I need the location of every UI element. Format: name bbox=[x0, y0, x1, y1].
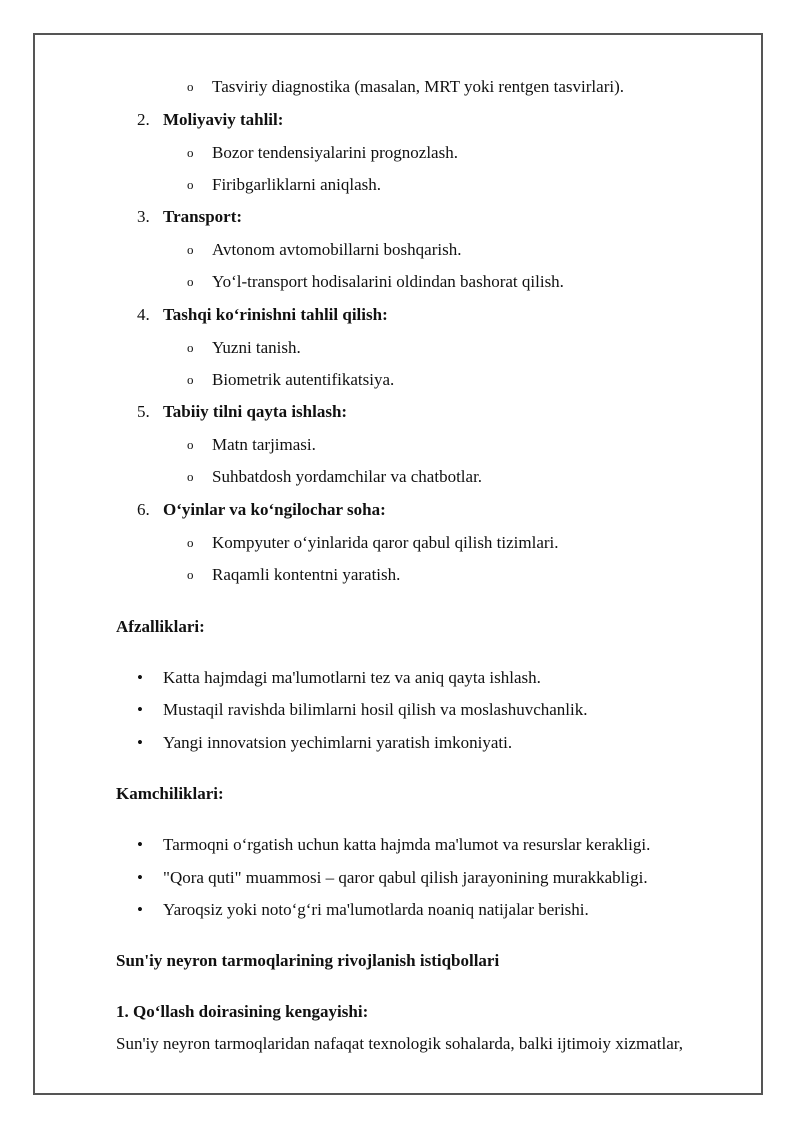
sub-item-text: Firibgarliklarni aniqlash. bbox=[212, 175, 382, 194]
bullet-item: Tarmoqni o‘rgatish uchun katta hajmda ma'lumot va resurslar kerakligi. bbox=[163, 835, 651, 854]
sub-bullet-marker: o bbox=[187, 177, 194, 192]
bullet-marker: • bbox=[137, 868, 143, 887]
sub-bullet-marker: o bbox=[187, 145, 194, 160]
sub-bullet-marker: o bbox=[187, 567, 194, 582]
section-heading-advantages: Afzalliklari: bbox=[116, 617, 205, 636]
bullet-marker: • bbox=[137, 835, 143, 854]
sub-item-text: Yo‘l-transport hodisalarini oldindan bashorat qilish. bbox=[212, 272, 564, 291]
sub-bullet-marker: o bbox=[187, 274, 194, 289]
list-number: 5. bbox=[137, 402, 150, 421]
bullet-item: Yaroqsiz yoki noto‘g‘ri ma'lumotlarda noaniq natijalar berishi. bbox=[163, 900, 589, 919]
sub-item-text: Avtonom avtomobillarni boshqarish. bbox=[212, 240, 462, 259]
bullet-marker: • bbox=[137, 900, 143, 919]
bullet-item: Katta hajmdagi ma'lumotlarni tez va aniq qayta ishlash. bbox=[163, 668, 541, 687]
list-item-title: Transport: bbox=[163, 207, 243, 226]
paragraph-text: Sun'iy neyron tarmoqlaridan nafaqat texnologik sohalarda, balki ijtimoiy xizmatlar, bbox=[116, 1034, 684, 1053]
sub-item-text: Suhbatdosh yordamchilar va chatbotlar. bbox=[212, 467, 483, 486]
list-item-title: Tashqi ko‘rinishni tahlil qilish: bbox=[163, 305, 388, 324]
sub-item-text: Matn tarjimasi. bbox=[212, 435, 316, 454]
sub-bullet-marker: o bbox=[187, 535, 194, 550]
sub-item-text: Bozor tendensiyalarini prognozlash. bbox=[212, 143, 458, 162]
list-item-title: Moliyaviy tahlil: bbox=[163, 110, 284, 129]
list-number: 2. bbox=[137, 110, 150, 129]
list-item-title: O‘yinlar va ko‘ngilochar soha: bbox=[163, 500, 386, 519]
sub-item-text: Tasviriy diagnostika (masalan, MRT yoki rentgen tasvirlari). bbox=[212, 77, 624, 96]
bullet-item: "Qora quti" muammosi – qaror qabul qilish jarayonining murakkabligi. bbox=[163, 868, 648, 887]
section-heading-disadvantages: Kamchiliklari: bbox=[116, 784, 224, 803]
list-number: 4. bbox=[137, 305, 150, 324]
sub-item-text: Yuzni tanish. bbox=[212, 338, 301, 357]
bullet-marker: • bbox=[137, 668, 143, 687]
sub-bullet-marker: o bbox=[187, 437, 194, 452]
list-item-title: Tabiiy tilni qayta ishlash: bbox=[163, 402, 348, 421]
bullet-item: Mustaqil ravishda bilimlarni hosil qilish va moslashuvchanlik. bbox=[163, 700, 588, 719]
sub-item-text: Biometrik autentifikatsiya. bbox=[212, 370, 395, 389]
section-heading-prospects: Sun'iy neyron tarmoqlarining rivojlanish istiqbollari bbox=[116, 951, 500, 970]
sub-item-text: Kompyuter o‘yinlarida qaror qabul qilish tizimlari. bbox=[212, 533, 559, 552]
bullet-item: Yangi innovatsion yechimlarni yaratish imkoniyati. bbox=[163, 733, 513, 752]
list-number: 3. bbox=[137, 207, 150, 226]
list-number: 6. bbox=[137, 500, 150, 519]
sub-bullet-marker: o bbox=[187, 372, 194, 387]
sub-bullet-marker: o bbox=[187, 340, 194, 355]
sub-bullet-marker: o bbox=[187, 79, 194, 94]
sub-bullet-marker: o bbox=[187, 242, 194, 257]
subsection-heading: 1. Qo‘llash doirasining kengayishi: bbox=[116, 1002, 369, 1021]
bullet-marker: • bbox=[137, 733, 143, 752]
sub-bullet-marker: o bbox=[187, 469, 194, 484]
bullet-marker: • bbox=[137, 700, 143, 719]
sub-item-text: Raqamli kontentni yaratish. bbox=[212, 565, 401, 584]
